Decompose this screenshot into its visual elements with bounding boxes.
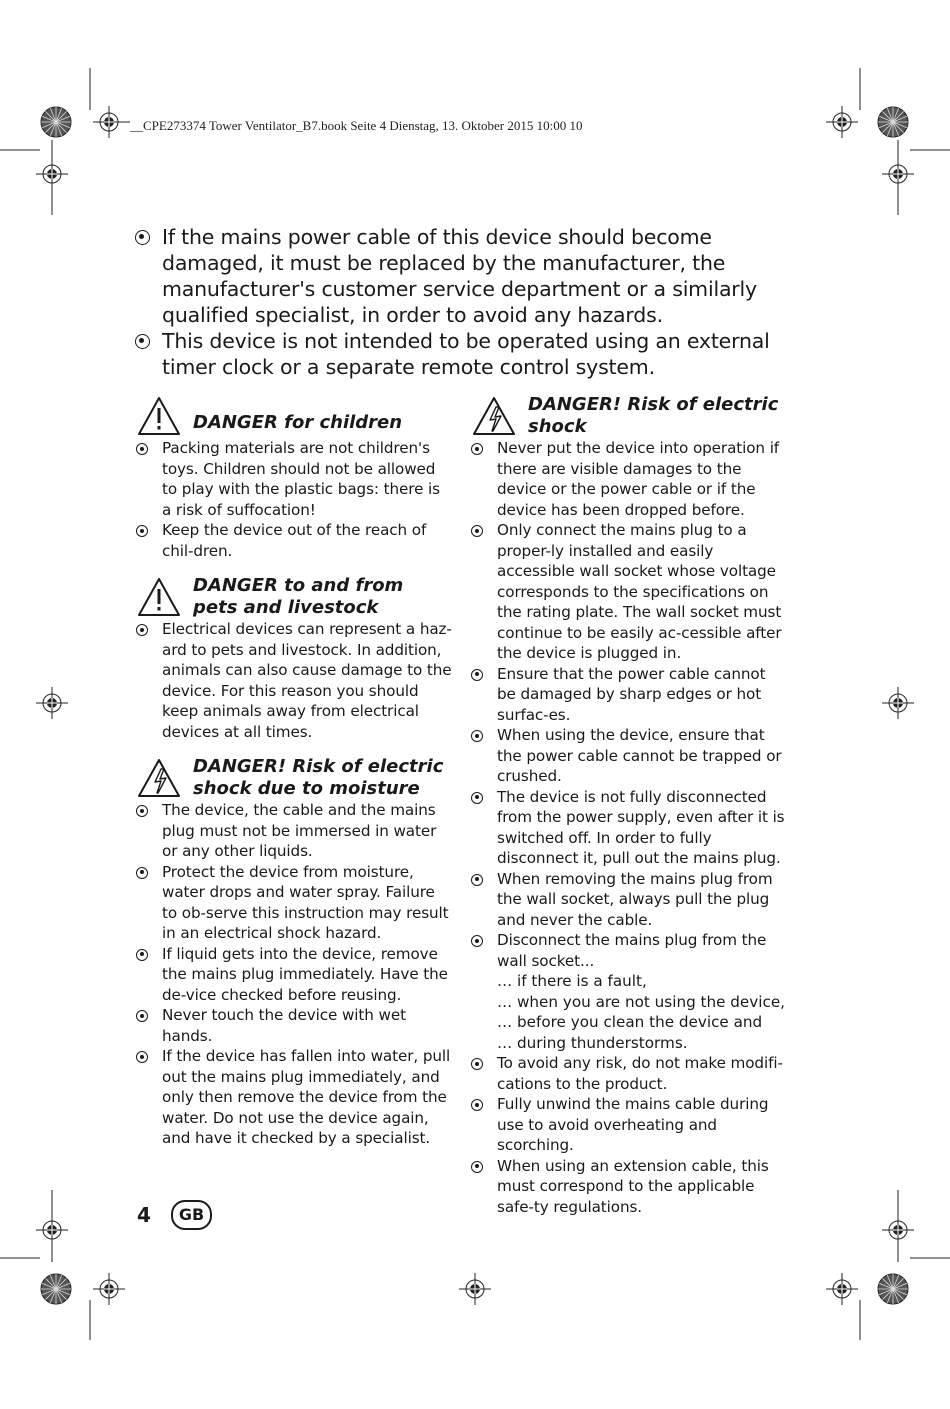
target-bullet-icon xyxy=(136,867,148,879)
list-item: Never put the device into operation if there are visible damages to the device or the power cable or if the device has been dropped before. xyxy=(470,438,788,520)
list-item: Never touch the device with wet hands. xyxy=(135,1005,453,1046)
page-number: 4 xyxy=(137,1203,151,1227)
target-bullet-icon xyxy=(471,443,483,455)
warning-exclamation-icon xyxy=(137,396,181,436)
target-bullet-icon xyxy=(136,949,148,961)
list-item: When using an extension cable, this must correspond to the applicable safe-ty regulations. xyxy=(470,1156,788,1218)
target-bullet-icon xyxy=(135,230,150,245)
file-header-line: __CPE273374 Tower Ventilator_B7.book Seite 4 Dienstag, 13. Oktober 2015 10:00 10 xyxy=(130,118,583,133)
target-bullet-icon xyxy=(136,525,148,537)
warning-exclamation-icon xyxy=(137,577,181,617)
list-item: This device is not intended to be operated using an external timer clock or a separate remote control system. xyxy=(135,328,795,380)
list-item: If the mains power cable of this device should become damaged, it must be replaced by the manufacturer, the manufacturer's customer service department or a similarly qualified specialist, in order to avoid any hazards. xyxy=(135,224,795,328)
list-item: Fully unwind the mains cable during use to avoid overheating and scorching. xyxy=(470,1094,788,1156)
target-bullet-icon xyxy=(471,1161,483,1173)
sub-list-item: … if there is a fault, xyxy=(497,972,647,990)
section-title: DANGER! Risk of electric shock due to moisture xyxy=(193,756,444,799)
target-bullet-icon xyxy=(135,334,150,349)
list-item: Ensure that the power cable cannot be damaged by sharp edges or hot surfac-es. xyxy=(470,664,788,726)
target-bullet-icon xyxy=(136,1051,148,1063)
target-bullet-icon xyxy=(471,525,483,537)
target-bullet-icon xyxy=(136,624,148,636)
sub-list-item: … during thunderstorms. xyxy=(497,1033,688,1052)
language-badge: GB xyxy=(171,1200,212,1230)
right-column xyxy=(470,392,788,1229)
danger-children-section xyxy=(135,392,453,561)
list-item: Disconnect the mains plug from the wall socket... xyxy=(470,930,788,971)
section-title: DANGER for children xyxy=(193,412,403,433)
list-item: When removing the mains plug from the wall socket, always pull the plug and never the cable. xyxy=(470,869,788,931)
target-bullet-icon xyxy=(136,443,148,455)
sub-list-item: … when you are not using the device, xyxy=(497,992,785,1011)
list-item: To avoid any risk, do not make modifi-cations to the product. xyxy=(470,1053,788,1094)
danger-electric-section xyxy=(470,392,788,1217)
list-item: The device, the cable and the mains plug must not be immersed in water or any other liquids. xyxy=(135,800,453,862)
target-bullet-icon xyxy=(471,669,483,681)
page-footer xyxy=(137,1200,212,1230)
list-item: When using the device, ensure that the power cable cannot be trapped or crushed. xyxy=(470,725,788,787)
warning-electric-icon xyxy=(472,396,516,436)
target-bullet-icon xyxy=(471,792,483,804)
left-column xyxy=(135,392,453,1161)
target-bullet-icon xyxy=(471,874,483,886)
list-item: Keep the device out of the reach of chil-dren. xyxy=(135,520,453,561)
sub-list-item: … before you clean the device and xyxy=(497,1013,763,1031)
list-item: If liquid gets into the device, remove the mains plug immediately. Have the de-vice checked before reusing. xyxy=(135,944,453,1006)
list-item: Electrical devices can represent a haz-ard to pets and livestock. In addition, animals can also cause damage to the device. For this reason you should keep animals away from electrical devices at all times. xyxy=(135,619,453,742)
section-title: DANGER! Risk of electric shock xyxy=(528,394,779,437)
target-bullet-icon xyxy=(471,935,483,947)
target-bullet-icon xyxy=(136,805,148,817)
list-item: Protect the device from moisture, water drops and water spray. Failure to ob-serve this instruction may result in an electrical shock hazard. xyxy=(135,862,453,944)
target-bullet-icon xyxy=(136,1010,148,1022)
section-title: DANGER to and from pets and livestock xyxy=(193,575,404,618)
danger-moisture-section xyxy=(135,754,453,1149)
target-bullet-icon xyxy=(471,1099,483,1111)
list-item: Packing materials are not children's toys. Children should not be allowed to play with the plastic bags: there is a risk of suffocation! xyxy=(135,438,453,520)
top-bullet-list xyxy=(135,224,795,380)
target-bullet-icon xyxy=(471,1058,483,1070)
target-bullet-icon xyxy=(471,730,483,742)
danger-pets-section xyxy=(135,573,453,742)
list-item: The device is not fully disconnected from the power supply, even after it is switched off. In order to fully disconnect it, pull out the mains plug. xyxy=(470,787,788,869)
list-item: Only connect the mains plug to a proper-ly installed and easily accessible wall socket whose voltage corresponds to the specifications on the rating plate. The wall socket must continue to be easily ac-cessible after the device is plugged in. xyxy=(470,520,788,664)
warning-electric-icon xyxy=(137,758,181,798)
list-item: If the device has fallen into water, pull out the mains plug immediately, and only then remove the device from the water. Do not use the device again, and have it checked by a specialist. xyxy=(135,1046,453,1149)
